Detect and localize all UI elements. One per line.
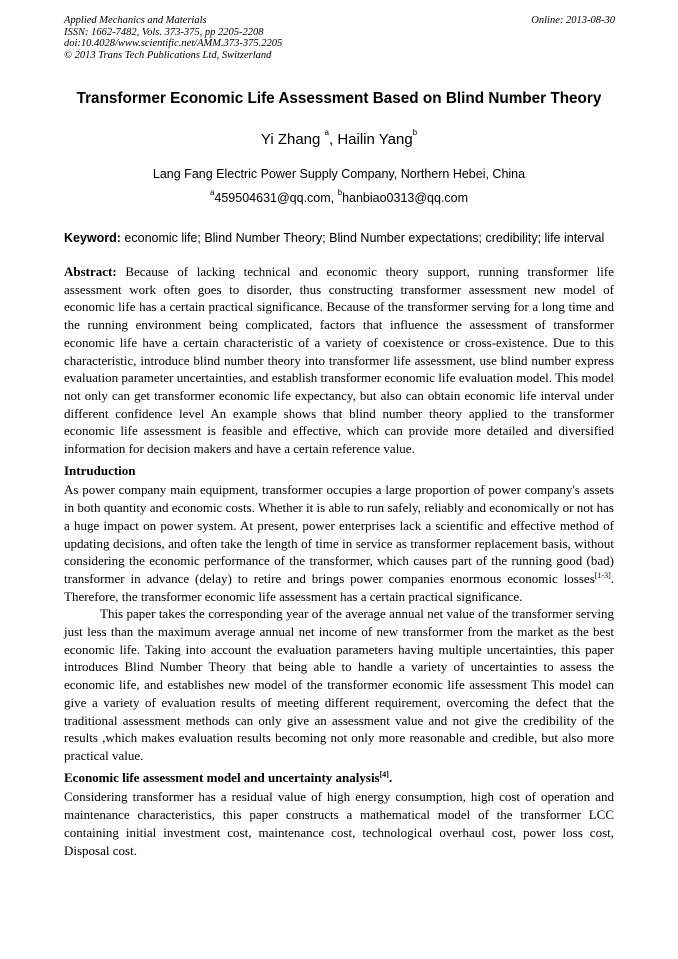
email-b-sup: b — [337, 188, 343, 197]
author-separator: , — [328, 131, 338, 148]
section2-paragraph-1: Considering transformer has a residual value of high energy consumption, high cost of operation and maintenance characteristics, this paper constructs a mathematical model of the transformer LCC containing initial investment cost, maintenance cost, technological overhaul cost, power loss cost, Disposal cost. — [64, 789, 614, 858]
author-1-sup: a — [324, 128, 329, 137]
section2-title: Economic life assessment model and uncertainty analysis — [64, 769, 380, 785]
keywords — [64, 231, 604, 245]
authors — [0, 128, 678, 148]
author-2: Hailin Yang — [337, 131, 413, 148]
email-a: 459504631@qq.com, — [214, 191, 338, 205]
email-a-sup: a — [209, 188, 215, 197]
issn: ISSN: 1662-7482, Vols. 373-375, pp 2205-2208 — [64, 26, 264, 38]
paper-body — [64, 263, 614, 859]
keywords-label: Keyword: — [64, 231, 121, 245]
email-b: hanbiao0313@qq.com — [342, 191, 469, 205]
paper-title: Transformer Economic Life Assessment Based on Blind Number Theory — [76, 90, 602, 107]
intro-p1-text-end: . Therefore, the transformer economic life assessment has a certain practical significance. — [64, 570, 614, 604]
abstract-text: Because of lacking technical and economic theory support, running transformer life assessment work often goes to disorder, thus constructing transformer assessment new model of economic life has a certain practical significance. Because of the transformer serving for a long time and the running environment being complicated, factors that influence the assessment of transformer economic life have a certain characteristic of a variety of coexistence or cross-existence. Due to this characteristic, introduce blind number theory into transformer life assessment, use blind number express evaluation parameter uncertainties, and establish transformer economic life evaluation model. This model not only can get transformer economic life expectancy, but also can obtain economic life interval under different confidence level An example shows that blind number theory applied to the transformer economic life assessment is feasible and effective, which can provide more detailed and diversified information for decision makers and have a certain reference value. — [64, 264, 614, 457]
abstract-label: Abstract: — [64, 264, 117, 279]
author-2-sup: b — [412, 128, 418, 137]
online-date: Online: 2013-08-30 — [531, 15, 615, 26]
journal-header — [64, 15, 282, 61]
keywords-text: economic life; Blind Number Theory; Blind Number expectations; credibility; life interval — [120, 231, 605, 245]
citation: [1-3] — [594, 570, 611, 580]
intro-heading: Intruduction — [64, 462, 136, 478]
intro-paragraph-1 — [64, 481, 614, 605]
journal-name: Applied Mechanics and Materials — [64, 15, 207, 26]
section2-tail: . — [388, 769, 393, 785]
copyright: © 2013 Trans Tech Publications Ltd, Switzerland — [64, 49, 272, 61]
intro-paragraph-2: This paper takes the corresponding year of the average annual net value of the transformer serving just less than the maximum average annual net income of new transformer from the market as the best economic life. Taking into account the evaluation parameters having multiple uncertainties, this paper introduces Blind Number Theory that being able to handle a variety of uncertainties to assess the economic life, and establishes new model of the transformer economic life assessment This model can give a variety of evaluation results of meeting different requirement, overcoming the defect that the traditional assessment methods can only give an assessment value and not give the credibility of the results ,which makes evaluation results becoming not only more reasonable and credible, but also more practical value. — [64, 606, 614, 763]
section2-heading — [64, 769, 614, 787]
doi: doi:10.4028/www.scientific.net/AMM.373-375.2205 — [64, 38, 283, 49]
citation: [4] — [379, 769, 389, 779]
emails — [0, 188, 678, 205]
affiliation: Lang Fang Electric Power Supply Company, Northern Hebei, China — [152, 167, 526, 181]
abstract — [64, 263, 614, 458]
intro-p1-text: As power company main equipment, transformer occupies a large proportion of power company's assets in both quantity and economic costs. Whether it is able to run safely, reliably and economically or not has a huge impact on power system. At present, power enterprises lack a scientific and effective method of updating decisions, and often take the length of time in service as transformer replacement basis, without considering the economic performance of the transformer, which causes part of the running good (bad) transformer in advance (delay) to retire and brings power companies enormous economic losses — [64, 482, 614, 586]
author-1: Yi Zhang — [260, 131, 321, 148]
